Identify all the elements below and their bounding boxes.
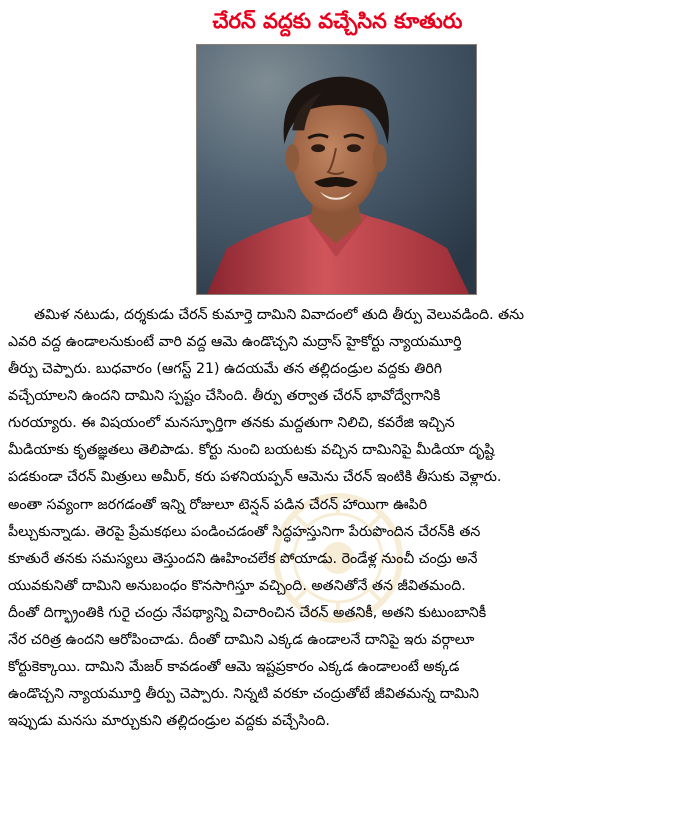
- photo-ear-left: [285, 144, 299, 172]
- article-line: ఇప్పుడు మనసు మార్చుకుని తల్లిదండ్రుల వద్దకు వచ్చేసింది.: [8, 713, 330, 729]
- article-line: గురయ్యారు. ఈ విషయంలో మనస్ఫూర్తిగా తనకు మద్దతుగా నిలిచి, కవరేజి ఇచ్చిన: [8, 415, 455, 431]
- article-line: తీర్పు చెప్పారు. బుధవారం (ఆగస్ట్ 21) ఉదయమే తన తల్లిదండ్రుల వద్దకు తిరిగి: [8, 361, 443, 377]
- article-line: పడకుండా చేరన్ మిత్రులు అమీర్, కరు పళనియప్పన్ ఆమెను చేరన్ ఇంటికి తీసుకు వెళ్లారు.: [8, 469, 502, 485]
- article-line: కూతురే తనకు సమస్యలు తెస్తుందని ఊహించలేక పోయాడు. రెండేళ్ల నుంచీ చంద్రు అనే: [8, 551, 478, 567]
- article-line: దీంతో దిగ్భ్రాంతికి గురై చంద్రు నేపథ్యాన్ని విచారించిన చేరన్ అతనికీ, అతని కుటుంబానికీ: [8, 605, 487, 621]
- article-line: యువకునితో దామిని అనుబంధం కొనసాగిస్తూ వచ్చింది. అతనితోనే తన జీవితమంది.: [8, 578, 466, 594]
- article-photo: [196, 44, 477, 295]
- article-title: చేరన్ వద్దకు వచ్చేసిన కూతురు: [212, 9, 463, 33]
- article-line: కోర్టుకెక్కాయి. దామిని మేజర్ కావడంతో ఆమె ఇష్టప్రకారం ఎక్కడ ఉండాలంటే అక్కడ: [8, 659, 460, 675]
- article-line: అంతా సవ్యంగా జరగడంతో ఇన్ని రోజులూ టెన్షన్ పడిన చేరన్ హాయిగా ఊపిరి: [8, 497, 428, 513]
- photo-ear-right: [373, 144, 387, 172]
- article-line: మీడియాకు కృతజ్ఞతలు తెలిపాడు. కోర్టు నుంచి బయటకు వచ్చిన దామినిపై మీడియా దృష్టి: [8, 442, 495, 458]
- article-line: ఉండొచ్చని న్యాయమూర్తి తీర్పు చెప్పారు. నిన్నటి వరకూ చంద్రుతోటే జీవితమన్న దామిని: [8, 686, 479, 702]
- article-line: పీల్చుకున్నాడు. తెరపై ప్రేమకథలు పండించడంతో సిద్ధహస్తునిగా పేరుపొందిన చేరన్‌కి తన: [8, 524, 481, 540]
- article-line: నేర చరిత్ర ఉందని ఆరోపించాడు. దీంతో దామిని ఎక్కడ ఉండాలనే దానిపై ఇరు వర్గాలూ: [8, 632, 475, 648]
- portrait-photo-icon: [197, 45, 476, 294]
- article-line: ఎవరి వద్ద ఉండాలనుకుంటే వారి వద్ద ఆమె ఉండొచ్చని మద్రాస్ హైకోర్టు న్యాయమూర్తి: [8, 334, 462, 350]
- article-line: వచ్చేయాలని ఉందని దామిని స్పష్టం చేసింది. తీర్పు తర్వాత చేరన్ భావోద్వేగానికి: [8, 388, 441, 404]
- article-line: తమిళ నటుడు, దర్శకుడు చేరన్ కుమార్తె దామిని వివాదంలో తుది తీర్పు వెలువడింది. తను: [34, 307, 525, 323]
